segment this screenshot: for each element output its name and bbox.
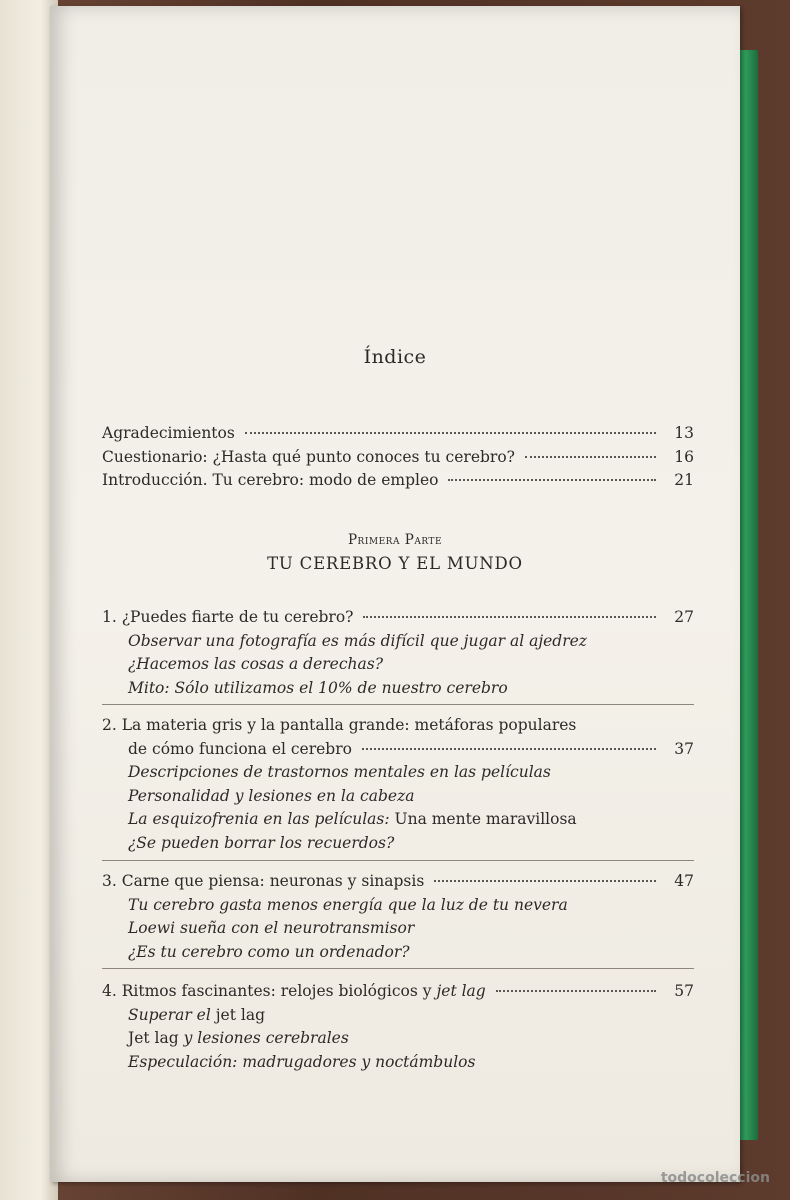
watermark-logo: todocoleccion	[660, 1170, 770, 1186]
chapter-heading[interactable]	[102, 980, 694, 1004]
chapter-title: 1. ¿Puedes fiarte de tu cerebro?	[102, 608, 354, 626]
chapter-divider	[102, 968, 694, 969]
chapter-divider	[102, 860, 694, 861]
chapter-title	[102, 980, 486, 1004]
subsection: ¿Hacemos las cosas a derechas?	[128, 655, 384, 673]
dot-leader	[363, 616, 656, 618]
toc-entry[interactable]	[102, 422, 694, 446]
chapter-title-continued: de cómo funciona el cerebro	[128, 739, 352, 758]
chapter-heading-line[interactable]	[102, 714, 694, 738]
toc-entry[interactable]	[102, 446, 694, 470]
dot-leader	[496, 990, 656, 992]
chapter-title: 3. Carne que piensa: neuronas y sinapsis	[102, 872, 425, 890]
subsection	[102, 808, 694, 832]
chapter-4	[102, 980, 694, 1074]
index-title: Índice	[363, 346, 427, 368]
subsection: ¿Se pueden borrar los recuerdos?	[128, 833, 395, 852]
subsection: Personalidad y lesiones en la cabeza	[128, 786, 415, 805]
subsection: Tu cerebro gasta menos energía que la luz de tu nevera	[128, 895, 568, 914]
dot-leader	[525, 456, 656, 458]
chapter-page: 47	[674, 872, 694, 890]
chapter-page: 37	[674, 739, 694, 758]
subsection: Observar una fotografía es más difícil que jugar al ajedrez	[128, 631, 587, 650]
chapter-page: 27	[674, 608, 694, 626]
dot-leader	[434, 880, 656, 882]
dot-leader	[448, 479, 656, 481]
chapter-divider	[102, 704, 694, 705]
chapter-title-upright: 4. Ritmos fascinantes: relojes biológicos y	[102, 982, 437, 1000]
toc-entry[interactable]	[102, 469, 694, 493]
chapter-2	[102, 714, 694, 855]
subsection-italic: Superar el	[128, 1005, 211, 1024]
toc-entry-label: Introducción. Tu cerebro: modo de empleo	[102, 471, 439, 489]
subsection-italic: La esquizofrenia en las películas:	[128, 810, 390, 828]
part-title: TU CEREBRO Y EL MUNDO	[267, 554, 523, 573]
chapter-3	[102, 870, 694, 964]
subsection	[102, 1027, 694, 1051]
dot-leader	[362, 748, 656, 750]
subsection: Descripciones de trastornos mentales en las películas	[128, 763, 551, 781]
subsection: Loewi sueña con el neurotransmisor	[128, 919, 415, 937]
chapter-page: 57	[674, 982, 694, 1000]
part-label: Primera Parte	[347, 532, 443, 548]
subsection-upright: Jet lag	[128, 1029, 179, 1047]
subsection-upright: jet lag	[210, 1005, 266, 1024]
subsection: ¿Es tu cerebro como un ordenador?	[128, 942, 410, 961]
chapter-title: 2. La materia gris y la pantalla grande: metáforas populares	[102, 716, 577, 734]
toc-entry-label: Cuestionario: ¿Hasta qué punto conoces tu cerebro?	[102, 447, 515, 466]
chapter-title-italic: jet lag	[436, 982, 486, 1000]
chapter-1	[102, 606, 694, 700]
subsection-italic: y lesiones cerebrales	[178, 1029, 349, 1047]
subsection: Mito: Sólo utilizamos el 10% de nuestro cerebro	[128, 678, 508, 697]
toc-entry-page: 21	[674, 471, 694, 489]
chapter-heading[interactable]	[102, 606, 694, 630]
subsection	[102, 1004, 694, 1028]
toc-entry-label: Agradecimientos	[102, 424, 235, 442]
front-matter-list	[102, 422, 694, 493]
subsection-upright: Una mente maravillosa	[389, 810, 577, 828]
chapter-heading-line[interactable]	[102, 738, 694, 762]
book-page	[50, 6, 740, 1182]
chapter-heading[interactable]	[102, 870, 694, 894]
dot-leader	[245, 432, 656, 434]
toc-entry-page: 13	[674, 424, 694, 442]
toc-entry-page: 16	[674, 447, 694, 466]
subsection: Especulación: madrugadores y noctámbulos	[128, 1052, 476, 1071]
